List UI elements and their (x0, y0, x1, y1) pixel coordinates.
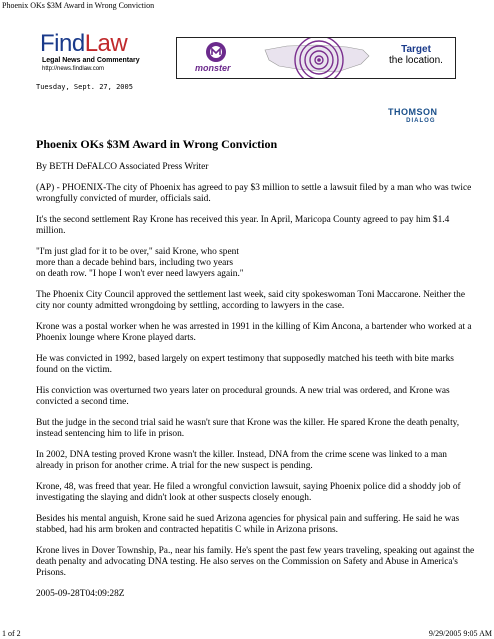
logo-law: Law (84, 30, 128, 57)
ad-subline: the location. (389, 55, 443, 66)
usa-map-target-icon (257, 38, 377, 78)
article-paragraph: The Phoenix City Council approved the settlement last week, said city spokeswoman Toni Maccarone. Neither the city nor county admitted wrongdoing by settling, according to lawyers in the case. (36, 290, 466, 311)
quote-line: on death row. "I hope I won't ever need lawyers again." (36, 269, 244, 279)
article-byline: By BETH DeFALCO Associated Press Writer (36, 162, 209, 172)
article-timestamp: 2005-09-28T04:09:28Z (36, 589, 125, 599)
article-paragraph: (AP) - PHOENIX-The city of Phoenix has agreed to pay $3 million to settle a lawsuit filed by a man who was twice wrongfully convicted of murder, officials said. (36, 183, 472, 204)
logo-tagline: Legal News and Commentary (42, 57, 140, 64)
ad-brand: monster (195, 63, 231, 73)
article-paragraph: His conviction was overturned two years later on procedural grounds. A new trial was ordered, and Krone was convicted a second time. (36, 386, 450, 407)
print-page-number: 1 of 2 (2, 629, 21, 638)
thomson-dialog-logo (388, 107, 438, 124)
logo-find: Find (40, 30, 85, 57)
print-header-title: Phoenix OKs $3M Award in Wrong Conviction (2, 1, 155, 10)
article-paragraph: Besides his mental anguish, Krone said he sued Arizona agencies for physical pain and suffering. He said he was stabbed, had his arm broken and contracted hepatitis C while in Arizona prisons. (36, 514, 460, 535)
article-paragraph: In 2002, DNA testing proved Krone wasn't the killer. Instead, DNA from the crime scene was linked to a man already in prison for another crime. A trial for the new suspect is pending. (36, 450, 447, 471)
article-quote (36, 247, 476, 280)
page-date: Tuesday, Sept. 27, 2005 (36, 83, 133, 91)
monster-ad-banner[interactable] (176, 37, 456, 79)
quote-line: more than a decade behind bars, including two years (36, 258, 234, 268)
logo-url: http://news.findlaw.com (42, 66, 105, 72)
article-paragraph: But the judge in the second trial said he wasn't sure that Krone was the killer. He spared Krone the death penalty, instead sentencing him to life in prison. (36, 418, 460, 439)
article-title: Phoenix OKs $3M Award in Wrong Conviction (36, 137, 278, 151)
thomson-name: THOMSON (388, 107, 438, 117)
print-datetime: 9/29/2005 9:05 AM (428, 629, 492, 638)
article-paragraph: Krone, 48, was freed that year. He filed a wrongful conviction lawsuit, saying Phoenix police did a shoddy job of investigating the slaying and didn't look at other suspects closely enough. (36, 482, 461, 503)
article-paragraph: It's the second settlement Ray Krone has received this year. In April, Maricopa County agreed to pay him $1.4 million. (36, 215, 450, 236)
article-paragraph: Krone lives in Dover Township, Pa., near his family. He's spent the past few years traveling, speaking out against the death penalty and advocating DNA testing. He also serves on the Commission on Safety and Abuse in America's Prisons. (36, 546, 475, 578)
thomson-sub: DIALOG (406, 118, 436, 124)
ad-headline: Target (401, 44, 431, 55)
quote-line: "I'm just glad for it to be over," said Krone, who spent (36, 247, 239, 257)
article-body (36, 137, 476, 600)
monster-logo-icon (205, 41, 227, 63)
article-paragraph: Krone was a postal worker when he was arrested in 1991 in the killing of Kim Ancona, a bartender who worked at a Phoenix lounge where Krone played darts. (36, 322, 472, 343)
article-paragraph: He was convicted in 1992, based largely on expert testimony that supposedly matched his teeth with bite marks found on the victim. (36, 354, 454, 375)
findlaw-logo[interactable] (40, 32, 160, 73)
